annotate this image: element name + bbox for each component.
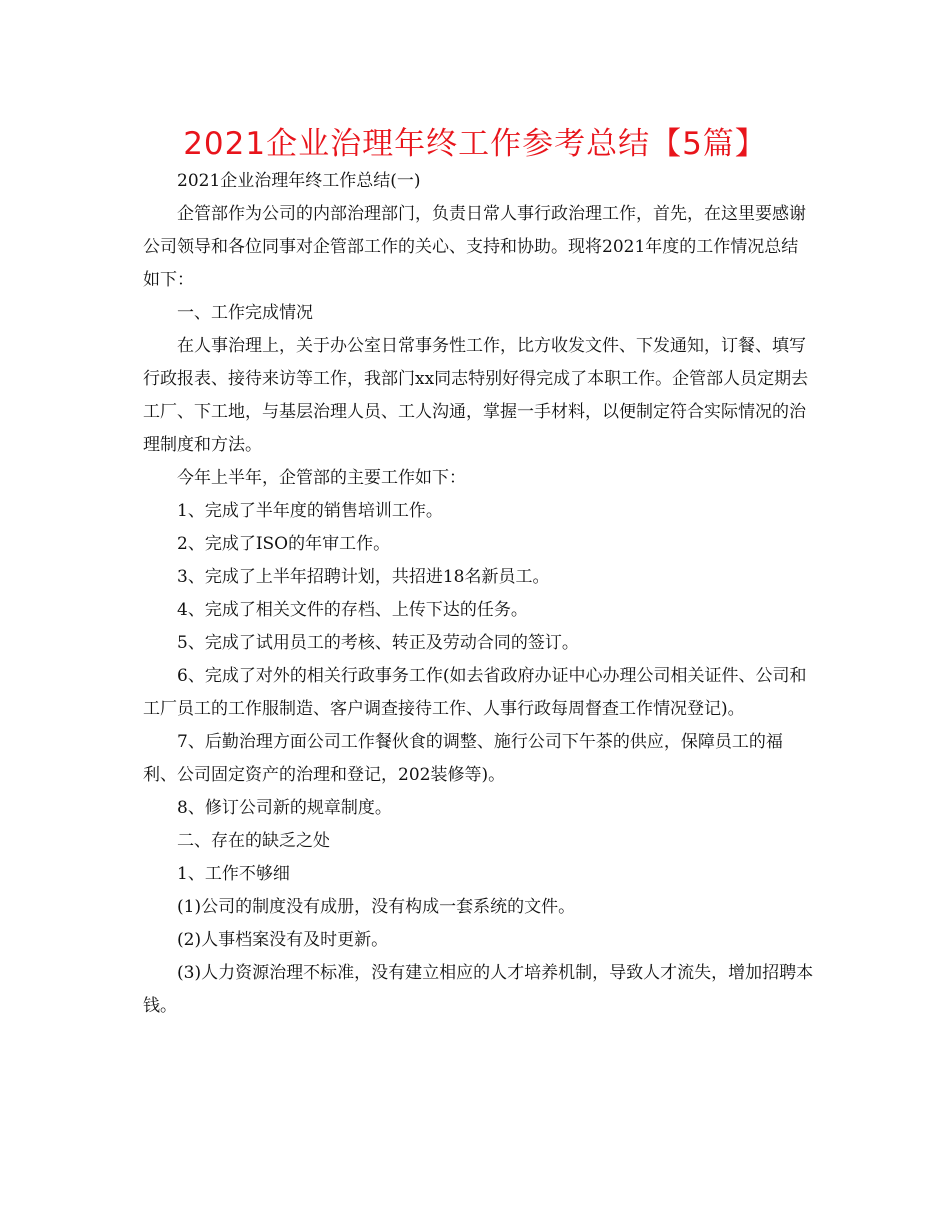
section-heading: 二、存在的缺乏之处 [177, 831, 330, 851]
paragraph: 在人事治理上，关于办公室日常事务性工作，比方收发文件、下发通知，订餐、填写行政报表、接待来访等工作，我部门xx同志特别好得完成了本职工作。企管部人员定期去工厂、下工地，与基层治理人员、工人沟通，掌握一手材料，以便制定符合实际情况的治理制度和方法。 [143, 336, 809, 455]
paragraph: 企管部作为公司的内部治理部门，负责日常人事行政治理工作，首先，在这里要感谢公司领导和各位同事对企管部工作的关心、支持和协助。现将2021年度的工作情况总结如下： [143, 204, 806, 290]
list-item: 3、完成了上半年招聘计划，共招进18名新员工。 [177, 567, 550, 587]
section-heading: 一、工作完成情况 [177, 303, 313, 323]
paragraph: 今年上半年，企管部的主要工作如下： [177, 468, 466, 488]
list-item: (2)人事档案没有及时更新。 [177, 930, 389, 950]
list-item: 7、后勤治理方面公司工作餐伙食的调整、施行公司下午茶的供应，保障员工的福利、公司固定资产的治理和登记，202装修等)。 [143, 732, 783, 785]
list-item: 4、完成了相关文件的存档、上传下达的任务。 [177, 600, 528, 620]
list-item: (1)公司的制度没有成册，没有构成一套系统的文件。 [177, 897, 576, 917]
list-item: 5、完成了试用员工的考核、转正及劳动合同的签订。 [177, 633, 579, 653]
list-item: 8、修订公司新的规章制度。 [177, 798, 392, 818]
list-item: 6、完成了对外的相关行政事务工作(如去省政府办证中心办理公司相关证件、公司和工厂员工的工作服制造、客户调查接待工作、人事行政每周督查工作情况登记)。 [143, 666, 807, 719]
section-heading: 2021企业治理年终工作总结(一) [177, 171, 421, 191]
document-title: 2021企业治理年终工作参考总结【5篇】 [183, 126, 767, 162]
document-body [143, 165, 815, 1023]
list-item: 2、完成了ISO的年审工作。 [177, 534, 391, 554]
list-item: (3)人力资源治理不标准，没有建立相应的人才培养机制，导致人才流失，增加招聘本钱。 [143, 963, 814, 1016]
list-item: 1、完成了半年度的销售培训工作。 [177, 501, 443, 521]
subsection-heading: 1、工作不够细 [177, 864, 290, 884]
